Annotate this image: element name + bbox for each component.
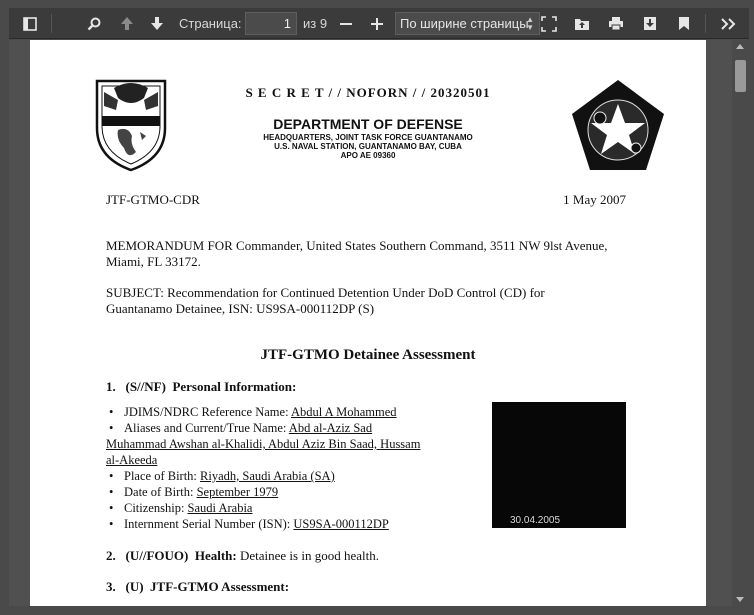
alias-value-3: al-Akeeda [106,453,158,467]
photo-date-stamp: 30.04.2005 [510,515,561,526]
alias-value-1: Abd al-Aziz Sad [288,421,373,435]
hq-address [30,133,706,160]
page-total: из 9 [303,16,328,31]
section-1-classification: (S//NF) [125,379,166,394]
memorandum-paragraph [106,238,646,270]
list-item [106,420,506,468]
alias-value-2: Muhammad Awshan al-Khalidi, Abdul Aziz Bin Saad, Hussam [106,437,421,451]
list-item [106,484,506,500]
section-1-title: Personal Information: [172,379,297,394]
next-page-icon[interactable] [147,8,167,39]
subject-line-2: Guantanamo Detainee, ISN: US9SA-000112DP (S) [106,301,375,316]
hq-line-1: HEADQUARTERS, JOINT TASK FORCE GUANTANAMO [263,133,473,142]
tools-menu-icon[interactable] [717,8,739,39]
download-icon[interactable] [639,8,661,39]
pdf-toolbar [9,8,749,39]
hq-line-2: U.S. NAVAL STATION, GUANTANAMO BAY, CUBA [274,142,462,151]
list-item [106,500,506,516]
bookmark-icon[interactable] [673,8,695,39]
document-viewer[interactable] [9,40,749,606]
subject-paragraph [106,285,646,317]
zoom-in-icon[interactable] [367,8,387,39]
pdf-page [30,40,706,606]
classification-header: S E C R E T / / NOFORN / / 20320501 [245,85,491,100]
birthplace-value: Riyadh, Saudi Arabia (SA) [200,469,335,483]
select-arrows-icon: ▲ ▼ [526,15,534,32]
zoom-select-value: По ширине страницы [400,16,529,31]
citizenship-value: Saudi Arabia [187,501,253,515]
section-3-number: 3. [106,579,116,594]
ref-name-value: Abdul A Mohammed [290,405,397,419]
list-item [106,516,506,532]
birthdate-value: September 1979 [196,485,279,499]
detainee-photo [492,402,626,528]
page-label: Страница: [179,16,242,31]
section-2-heading [106,548,379,564]
ref-name-label: JDIMS/NDRC Reference Name: [124,405,289,419]
alias-label: Aliases and Current/True Name: [124,421,287,435]
birthplace-label: Place of Birth: [124,469,197,483]
memo-line-2: Miami, FL 33172. [106,254,201,269]
zoom-select[interactable] [395,12,540,35]
scroll-up-icon[interactable] [736,44,744,49]
birthdate-label: Date of Birth: [124,485,194,499]
zoom-out-icon[interactable] [336,8,356,39]
section-3-title: JTF-GTMO Assessment: [150,579,290,594]
sidebar-toggle-icon[interactable] [19,8,41,39]
personal-info-list [106,404,506,532]
isn-label: Internment Serial Number (ISN): [124,517,291,531]
hq-line-3: APO AE 09360 [340,151,396,160]
presentation-mode-icon[interactable] [537,8,561,39]
section-2-text: Detainee is in good health. [239,548,379,563]
search-icon[interactable] [83,8,105,39]
scroll-down-icon[interactable] [736,597,744,602]
toolbar-separator [51,14,52,33]
list-item [106,468,506,484]
scroll-thumb[interactable] [735,60,746,92]
section-3-classification: (U) [125,579,144,594]
document-reference: JTF-GTMO-CDR [106,192,200,207]
list-item [106,404,506,420]
print-icon[interactable] [605,8,627,39]
citizenship-label: Citizenship: [124,501,185,515]
toolbar-separator [705,14,706,33]
section-1-number: 1. [106,379,116,394]
page-number-input[interactable] [245,12,297,35]
document-date: 1 May 2007 [563,192,626,207]
section-1-heading [106,379,296,395]
memo-line-1: MEMORANDUM FOR Commander, United States Southern Command, 3511 NW 9lst Avenue, [106,238,608,253]
isn-value: US9SA-000112DP [293,517,389,531]
open-file-icon[interactable] [571,8,593,39]
subject-line-1: SUBJECT: Recommendation for Continued Detention Under DoD Control (CD) for [106,285,545,300]
section-3-heading [106,579,289,595]
previous-page-icon[interactable] [117,8,137,39]
assessment-title: JTF-GTMO Detainee Assessment [260,347,476,363]
department-heading: DEPARTMENT OF DEFENSE [273,116,463,132]
section-2-classification: (U//FOUO) [125,548,189,563]
vertical-scrollbar[interactable] [732,40,749,606]
section-2-title: Health: [194,548,237,563]
section-2-number: 2. [106,548,116,563]
